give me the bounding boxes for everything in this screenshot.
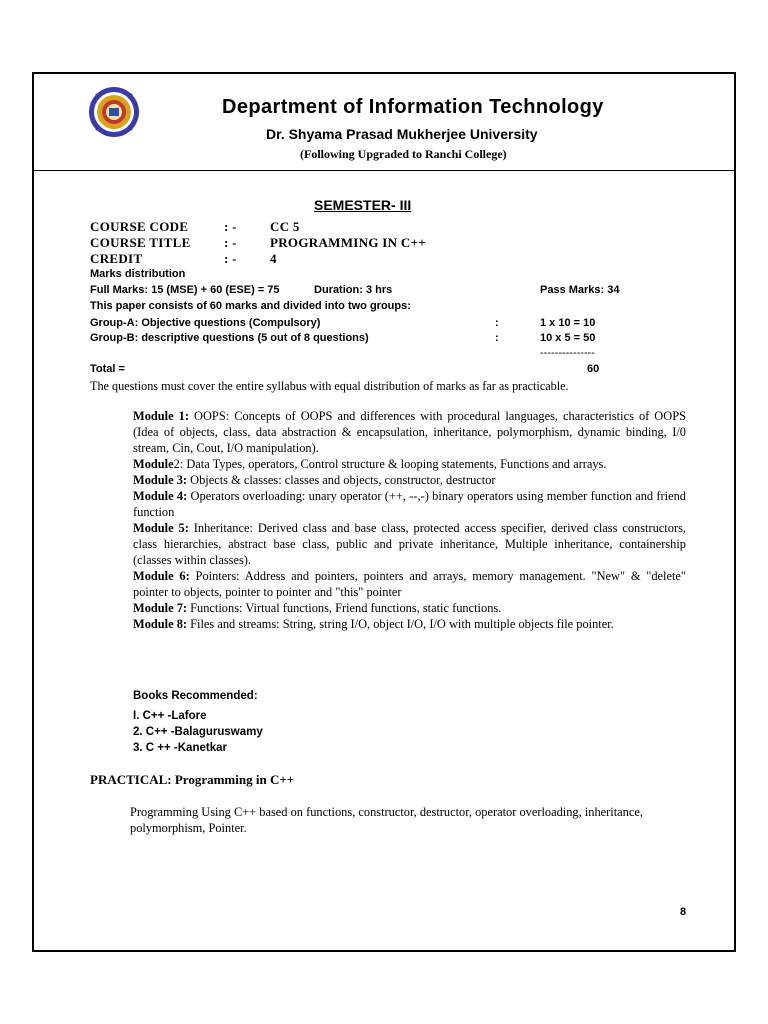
course-title-sep: : - — [224, 235, 237, 250]
course-code-label: COURSE CODE — [90, 219, 189, 234]
paper-info: This paper consists of 60 marks and divided into two groups: — [90, 300, 411, 312]
book-item: 3. C ++ -Kanetkar — [133, 742, 227, 754]
module-text: 2: Data Types, operators, Control structure & looping statements, Functions and arrays. — [173, 457, 607, 471]
module-text: Objects & classes: classes and objects, constructor, destructor — [187, 473, 496, 487]
module-title: Module — [133, 457, 174, 471]
course-title-label: COURSE TITLE — [90, 235, 191, 250]
university-name: Dr. Shyama Prasad Mukherjee University — [266, 126, 538, 142]
module-title: Module 6: — [133, 569, 190, 583]
page-number: 8 — [680, 906, 687, 918]
header-divider — [32, 170, 736, 171]
module-item — [133, 408, 686, 456]
books-heading: Books Recommended: — [133, 690, 258, 702]
module-item — [133, 488, 686, 520]
syllabus-note: The questions must cover the entire syllabus with equal distribution of marks as far as practicable. — [90, 379, 569, 393]
module-title: Module 7: — [133, 601, 188, 615]
book-item: 2. C++ -Balaguruswamy — [133, 726, 263, 738]
semester-heading: SEMESTER- III — [314, 197, 412, 213]
full-marks: Full Marks: 15 (MSE) + 60 (ESE) = 75 — [90, 284, 280, 296]
credit-value: 4 — [270, 251, 277, 266]
module-text: OOPS: Concepts of OOPS and differences with procedural languages, characteristics of OOPS (Idea of objects, class, data abstraction & encapsulation, inheritance, polymorphism, dynamic binding, I/0 stream, Cin, Cout, I/O manipulation). — [133, 409, 686, 455]
module-text: Pointers: Address and pointers, pointers and arrays, memory management. "New" & "delete" pointer to objects, pointer to pointer and "this" pointer — [133, 569, 686, 599]
module-title: Module 8: — [133, 617, 188, 631]
total-divider: --------------- — [540, 347, 595, 359]
group-a-text: Group-A: Objective questions (Compulsory) — [90, 317, 321, 329]
credit-label: CREDIT — [90, 251, 143, 266]
module-title: Module 1: — [133, 409, 189, 423]
department-title: Department of Information Technology — [222, 96, 604, 118]
group-b-sep: : — [495, 332, 499, 344]
group-a-marks: 1 x 10 = 10 — [540, 317, 596, 329]
module-item — [133, 520, 686, 568]
module-text: Functions: Virtual functions, Friend functions, static functions. — [187, 601, 502, 615]
module-item — [133, 456, 686, 472]
module-text: Inheritance: Derived class and base class, protected access specifier, derived class constructors, class hierarchies, abstract base class, public and private inheritance, Multiple inheritance, containership (classes within classes). — [133, 521, 686, 567]
module-item — [133, 600, 686, 616]
module-item — [133, 616, 686, 632]
university-logo-icon — [88, 86, 140, 138]
module-text: Operators overloading: unary operator (++, --,-) binary operators using member function and friend function — [133, 489, 686, 519]
module-text: Files and streams: String, string I/O, object I/O, I/O with multiple objects file pointer. — [187, 617, 614, 631]
credit-sep: : - — [224, 251, 237, 266]
book-item: I. C++ -Lafore — [133, 710, 207, 722]
college-note: (Following Upgraded to Ranchi College) — [300, 147, 507, 161]
pass-marks: Pass Marks: 34 — [540, 284, 620, 296]
group-b-marks: 10 x 5 = 50 — [540, 332, 596, 344]
books-section — [133, 688, 263, 756]
module-item — [133, 568, 686, 600]
module-title: Module 3: — [133, 473, 188, 487]
group-a-sep: : — [495, 317, 499, 329]
total-value: 60 — [587, 363, 600, 375]
module-item — [133, 472, 686, 488]
total-label: Total = — [90, 363, 125, 375]
course-code-sep: : - — [224, 219, 237, 234]
module-title: Module 5: — [133, 521, 189, 535]
modules-list — [133, 408, 686, 632]
course-title-value: PROGRAMMING IN C++ — [270, 235, 426, 250]
practical-description: Programming Using C++ based on functions, constructor, destructor, operator overloading, inheritance, polymorphism, Pointer. — [130, 805, 643, 835]
group-b-text: Group-B: descriptive questions (5 out of 8 questions) — [90, 332, 369, 344]
practical-heading: PRACTICAL: Programming in C++ — [90, 772, 295, 787]
duration: Duration: 3 hrs — [314, 284, 393, 296]
module-title: Module 4: — [133, 489, 188, 503]
marks-heading: Marks distribution — [90, 268, 186, 280]
course-code-value: CC 5 — [270, 219, 300, 234]
